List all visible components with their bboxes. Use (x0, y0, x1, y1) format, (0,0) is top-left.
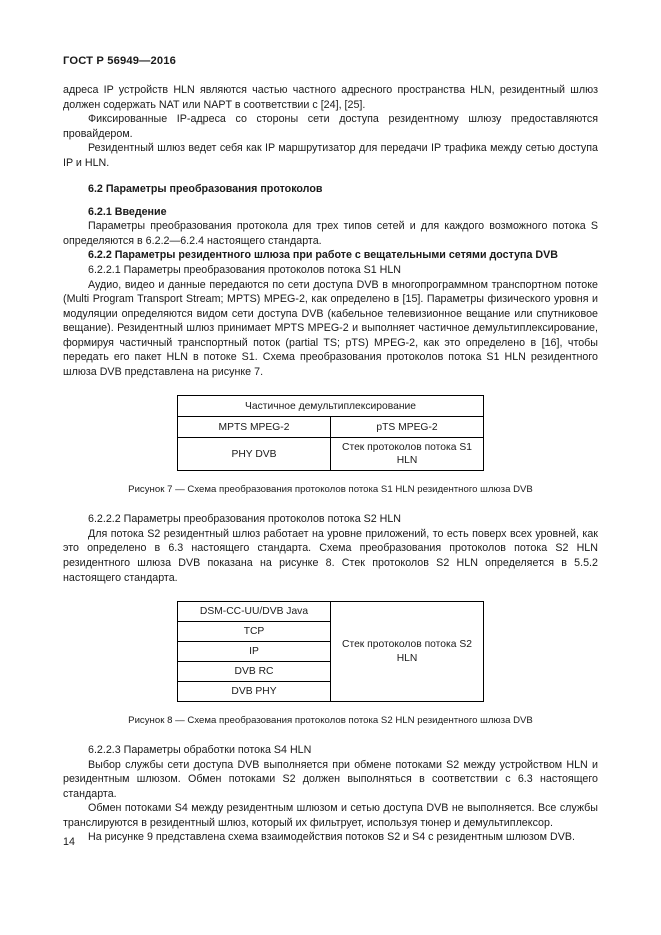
paragraph-s2-application-layer: Для потока S2 резидентный шлюз работает на уровне приложений, то есть поверх всех уровней, как это определено в 6.3 настоящего стандарта. Схема преобразования протоколов потока S2 HLN резидентного шлюза DVB показана на рисунке 8. Стек протоколов S2 HLN определяется в 5.5.2 настоящего стандарта. (63, 527, 598, 584)
table-row (178, 438, 484, 471)
paragraph-ip-address-space: адреса IP устройств HLN являются частью частного адресного пространства HLN, резидентный шлюз должен содержать NAT или NAPT в соответствии с [24], [25]. (63, 84, 598, 111)
figure-7-diagram (63, 395, 598, 471)
running-header-standard-number: ГОСТ Р 56949—2016 (63, 55, 176, 67)
paragraph-router-behavior: Резидентный шлюз ведет себя как IP маршрутизатор для передачи IP трафика между сетью доступа IP и HLN. (63, 142, 598, 169)
paragraph-dvb-mpts-description: Аудио, видео и данные передаются по сети доступа DVB в многопрограммном транспортном потоке (Multi Program Transport Stream; MPTS) MPEG-2, как определено в [15]. Параметры физического уровня и модуляции определяются видом сети доступа DVB (кабельное телевизионное вещание или спутниковое вещание). Резидентный шлюз принимает MPTS MPEG-2 и выполняет частичное демультиплексирование, формируя частичный транспортный поток (partial TS; pTS) MPEG-2, как это определено в [16], чтобы передать его пакет HLN в потоке S1. Схема преобразования протоколов потока S1 HLN резидентного шлюза DVB представлена на рисунке 7. (63, 278, 598, 378)
paragraph-protocol-conversion-intro: Параметры преобразования протокола для трех типов сетей и для каждого возможного потока S определяются в 6.2.2—6.2.4 настоящего стандарта. (63, 220, 598, 247)
spacer (63, 471, 598, 483)
cell-mpts-mpeg2: MPTS MPEG-2 (178, 417, 331, 438)
cell-s1-hln-stack: Стек протоколов потока S1 HLN (331, 438, 484, 471)
figure-8-diagram (63, 601, 598, 702)
heading-6-2-2-1: 6.2.2.1 Параметры преобразования протоколов потока S1 HLN (88, 264, 402, 277)
cell-s2-hln-stack-label: Стек протоколов потока S2 HLN (331, 602, 484, 702)
heading-6-2-2-2: 6.2.2.2 Параметры преобразования протоколов потока S2 HLN (88, 513, 402, 526)
paragraph-fixed-ip-addresses: Фиксированные IP-адреса со стороны сети доступа резидентному шлюзу предоставляются провайдером. (63, 113, 598, 140)
figure-7-protocol-table (177, 395, 484, 471)
cell-layer-dsm-cc: DSM-CC-UU/DVB Java (178, 602, 331, 622)
paragraph-s4-exchange: Обмен потоками S4 между резидентным шлюзом и сетью доступа DVB не выполняется. Все службы транслируются в резидентный шлюз, который их фильтрует, используя тюнер и демультиплексор. (63, 802, 598, 829)
cell-partial-demultiplexing: Частичное демультиплексирование (178, 396, 484, 417)
heading-6-2-2-3: 6.2.2.3 Параметры обработки потока S4 HLN (88, 744, 312, 757)
cell-layer-tcp: TCP (178, 622, 331, 642)
table-row (178, 602, 484, 622)
spacer (63, 379, 598, 395)
cell-layer-dvb-phy: DVB PHY (178, 682, 331, 702)
figure-7-caption: Рисунок 7 — Схема преобразования протоколов потока S1 HLN резидентного шлюза DVB (128, 484, 533, 496)
cell-phy-dvb: PHY DVB (178, 438, 331, 471)
cell-pts-mpeg2: pTS MPEG-2 (331, 417, 484, 438)
cell-layer-ip: IP (178, 642, 331, 662)
table-row (178, 396, 484, 417)
figure-7 (63, 395, 598, 496)
page-number: 14 (63, 836, 76, 848)
spacer (63, 727, 598, 743)
spacer (63, 496, 598, 512)
table-row (178, 417, 484, 438)
spacer (63, 197, 598, 205)
paragraph-service-selection: Выбор службы сети доступа DVB выполняется при обмене потоками S2 между устройством HLN и резидентным шлюзом. Обмен потоками S2 должен выполняться в соответствии с 6.3 настоящего стандарта. (63, 758, 598, 800)
spacer (63, 170, 598, 182)
page-content (63, 83, 598, 845)
figure-8 (63, 601, 598, 727)
paragraph-figure-9-reference: На рисунке 9 представлена схема взаимодействия потоков S2 и S4 с резидентным шлюзом DVB. (88, 831, 575, 844)
figure-8-caption: Рисунок 8 — Схема преобразования протоколов потока S2 HLN резидентного шлюза DVB (128, 715, 533, 727)
spacer (63, 585, 598, 601)
heading-6-2-2: 6.2.2 Параметры резидентного шлюза при работе с вещательными сетями доступа DVB (88, 249, 558, 262)
heading-6-2-1: 6.2.1 Введение (88, 205, 167, 218)
heading-6-2: 6.2 Параметры преобразования протоколов (88, 183, 323, 196)
figure-8-protocol-stack-table (177, 601, 484, 702)
spacer (63, 702, 598, 714)
cell-layer-dvb-rc: DVB RC (178, 662, 331, 682)
